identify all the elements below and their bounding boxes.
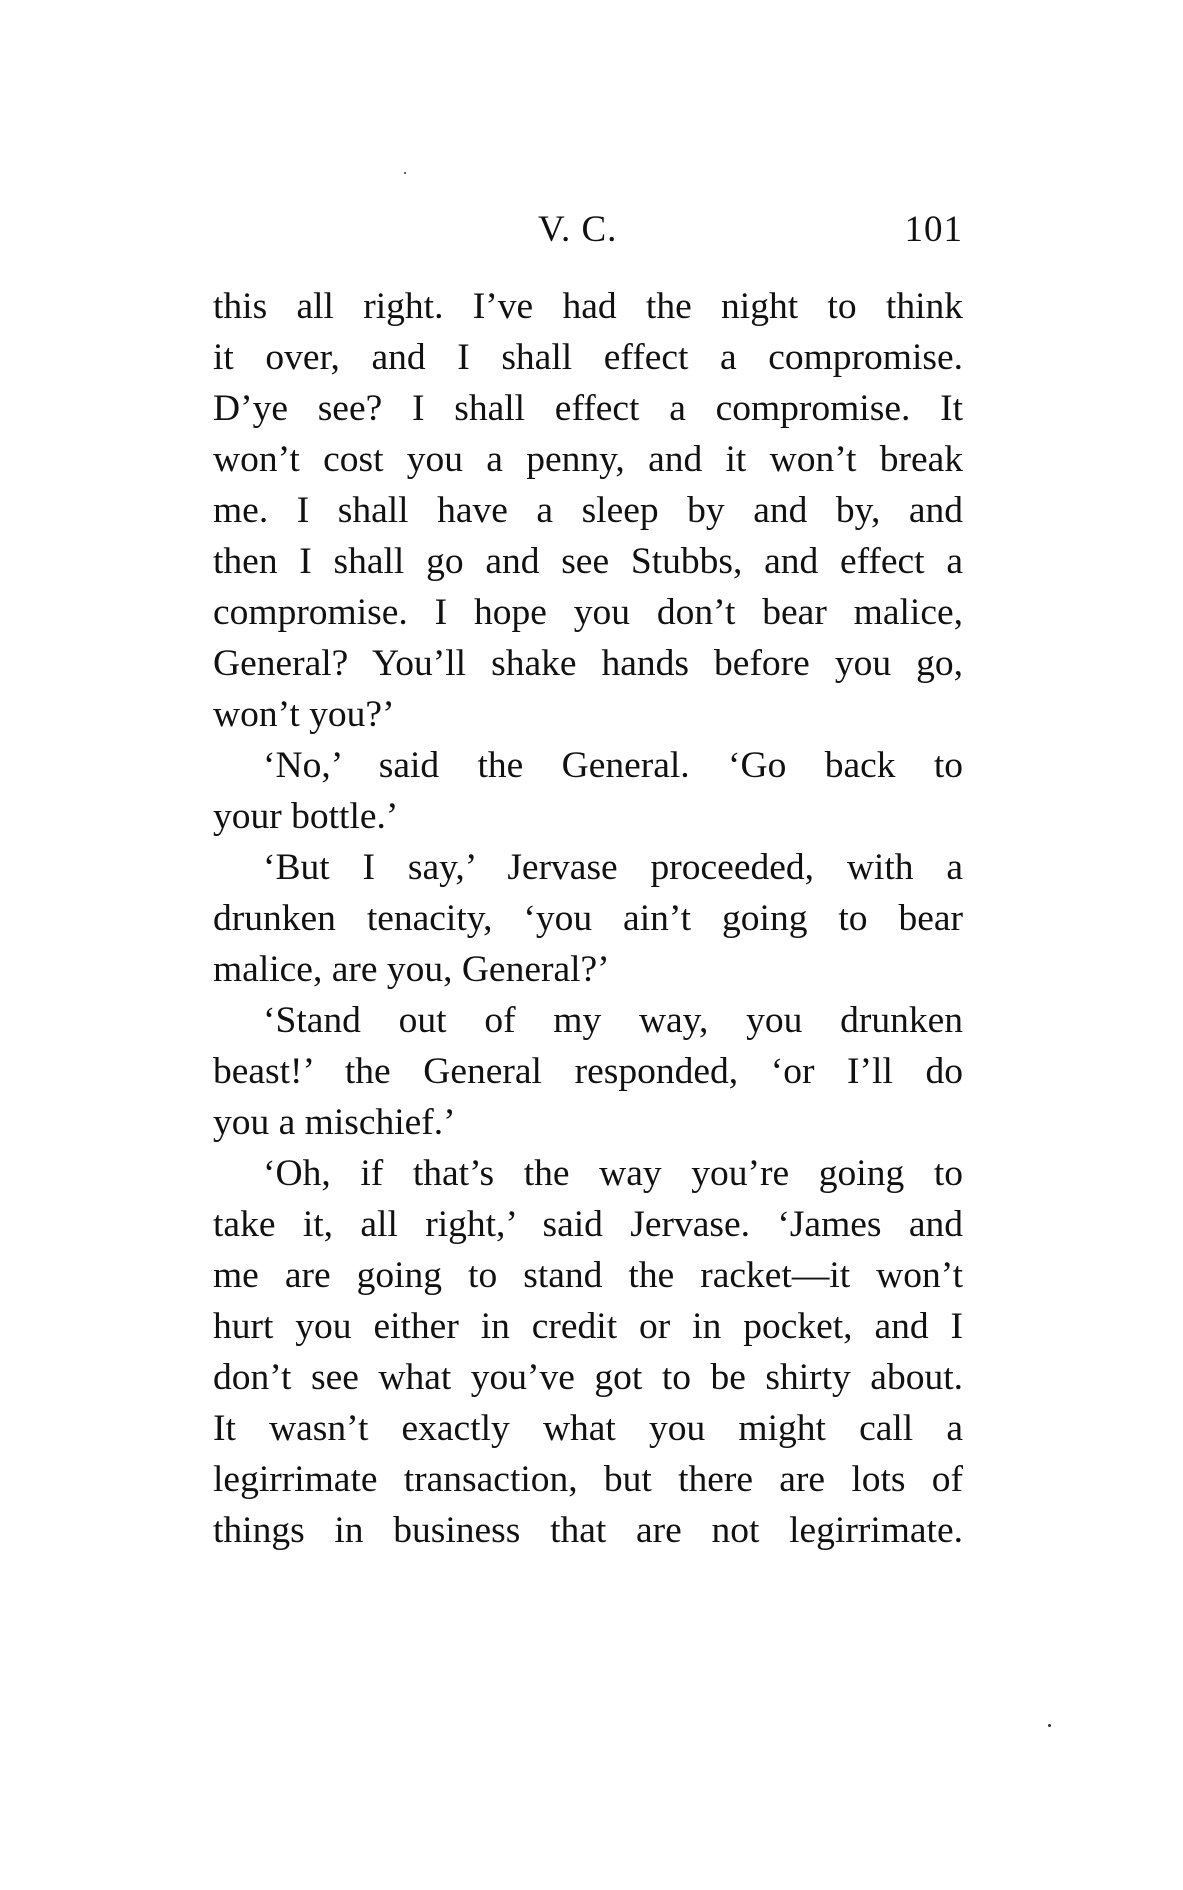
running-title: V. C.	[538, 209, 618, 250]
text-line: General? You’ll shake hands before you go,	[213, 643, 963, 684]
text-line: It wasn’t exactly what you might call a	[213, 1408, 963, 1449]
text-line: D’ye see? I shall effect a compromise. It	[213, 388, 963, 429]
text-line: me are going to stand the racket—it won’t	[213, 1255, 963, 1296]
text-line: compromise. I hope you don’t bear malice,	[213, 592, 963, 633]
text-line: beast!’ the General responded, ‘or I’ll do	[213, 1051, 963, 1092]
body-text	[213, 281, 963, 1556]
text-line: won’t cost you a penny, and it won’t break	[213, 439, 963, 480]
text-line: this all right. I’ve had the night to think	[213, 286, 963, 327]
ink-speck	[1048, 1724, 1051, 1727]
text-line: don’t see what you’ve got to be shirty about.	[213, 1357, 963, 1398]
text-line: your bottle.’	[213, 796, 399, 837]
text-line: hurt you either in credit or in pocket, and I	[213, 1306, 963, 1347]
text-line: malice, are you, General?’	[213, 949, 610, 990]
text-line: won’t you?’	[213, 694, 395, 735]
text-line: take it, all right,’ said Jervase. ‘James and	[213, 1204, 963, 1245]
text-line: drunken tenacity, ‘you ain’t going to bear	[213, 898, 963, 939]
text-line: things in business that are not legirrimate.	[213, 1510, 963, 1551]
text-line: ‘No,’ said the General. ‘Go back to	[263, 745, 963, 786]
text-line: ‘Oh, if that’s the way you’re going to	[263, 1153, 963, 1194]
page-number: 101	[904, 209, 963, 250]
text-line: then I shall go and see Stubbs, and effect a	[213, 541, 963, 582]
text-line: you a mischief.’	[213, 1102, 456, 1143]
text-line: ‘But I say,’ Jervase proceeded, with a	[263, 847, 963, 888]
text-line: me. I shall have a sleep by and by, and	[213, 490, 963, 531]
text-line: legirrimate transaction, but there are lots of	[213, 1459, 963, 1500]
text-line: it over, and I shall effect a compromise.	[213, 337, 963, 378]
ink-speck	[404, 172, 406, 174]
text-line: ‘Stand out of my way, you drunken	[263, 1000, 963, 1041]
page-header	[213, 205, 963, 255]
